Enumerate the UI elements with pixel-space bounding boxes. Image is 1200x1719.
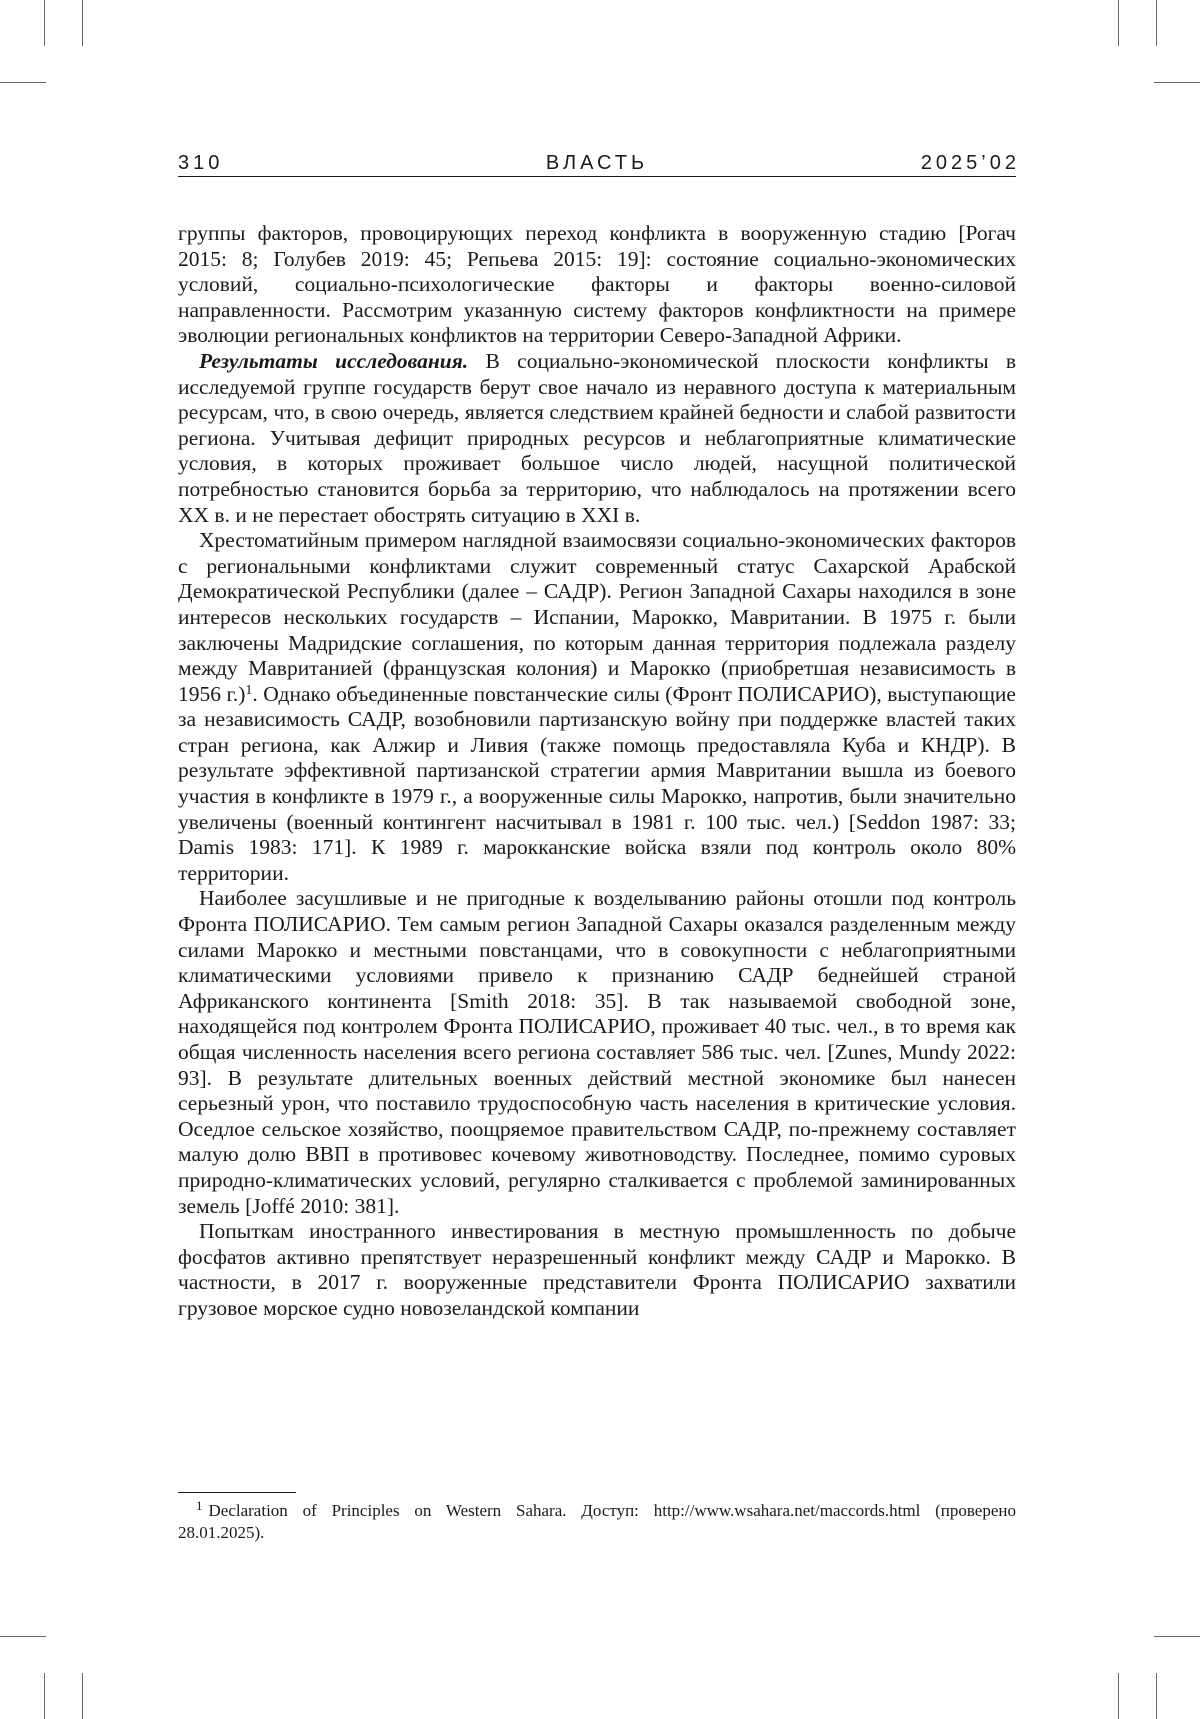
- crop-mark-top-right-vertical-inner: [1118, 0, 1119, 46]
- footnote: [178, 1500, 1016, 1544]
- crop-mark-top-right-vertical: [1156, 0, 1157, 46]
- crop-mark-top-left-horizontal: [0, 82, 46, 83]
- footnote-text: Declaration of Principles on Western Sahara. Доступ: http://www.wsahara.net/maccords.html (проверено 28.01.2025).: [178, 1501, 1016, 1542]
- paragraph-continuation: группы факторов, провоцирующих переход конфликта в вооруженную стадию [Рогач 2015: 8; Голубев 2019: 45; Репьева 2015: 19]: состояние социально-экономических условий, социально-психологические факторы и факторы военно-силовой направленности. Рассмотрим указанную систему факторов конфликтности на примере эволюции региональных конфликтов на территории Северо-Западной Африки.: [178, 221, 1016, 348]
- crop-mark-bottom-right-horizontal: [1154, 1636, 1200, 1637]
- paragraph-polisario-zone: Наиболее засушливые и не пригодные к возделыванию районы отошли под контроль Фронта ПОЛИСАРИО. Тем самым регион Западной Сахары оказался разделенным между силами Марокко и местными повстанцами, что в совокупности с неблагоприятными климатическими условиями привело к признанию САДР беднейшей страной Африканского континента [Smith 2018: 35]. В так называемой свободной зоне, находящейся под контролем Фронта ПОЛИСАРИО, проживает 40 тыс. чел., в то время как общая численность населения всего региона составляет 586 тыс. чел. [Zunes, Mundy 2022: 93]. В результате длительных военных действий местной экономике был нанесен серьезный урон, что поставило трудоспособную часть населения в критические условия. Оседлое сельское хозяйство, поощряемое правительством САДР, по-прежнему составляет малую долю ВВП в противовес кочевому животноводству. Последнее, помимо суровых природно-климатических условий, регулярно сталкивается с проблемой заминированных земель [Joffé 2010: 381].: [178, 886, 1016, 1218]
- page-number: 310: [178, 152, 224, 174]
- footnote-number: 1: [196, 1498, 203, 1513]
- footnote-reference: 1: [245, 682, 253, 698]
- crop-mark-top-left-vertical: [44, 0, 45, 46]
- article-body: [178, 221, 1016, 1322]
- paragraph-sadr-example: [178, 528, 1016, 886]
- crop-mark-bottom-left-horizontal: [0, 1636, 46, 1637]
- journal-title: ВЛАСТЬ: [545, 152, 649, 174]
- sadr-text-after-ref: . Однако объединенные повстанческие силы (Фронт ПОЛИСАРИО), выступающие за независимость САДР, возобновили партизанскую войну при поддержке властей таких стран региона, как Алжир и Ливия (также помощь предоставляла Куба и КНДР). В результате эффективной партизанской стратегии армия Мавритании вышла из боевого участия в конфликте в 1979 г., а вооруженные силы Марокко, напротив, были значительно увеличены (военный контингент насчитывал в 1981 г. 100 тыс. чел.) [Seddon 1987: 33; Damis 1983: 171]. К 1989 г. марокканские войска взяли под контроль около 80% территории.: [178, 681, 1016, 885]
- sadr-text-before-ref: Хрестоматийным примером наглядной взаимосвязи социально-экономических факторов с региональными конфликтами служит современный статус Сахарской Арабской Демократической Республики (далее – САДР). Регион Западной Сахары находился в зоне интересов нескольких государств – Испании, Марокко, Мавритании. В 1975 г. были заключены Мадридские соглашения, по которым данная территория подлежала разделу между Мавританией (французская колония) и Марокко (приобретшая независимость в 1956 г.): [178, 528, 1016, 706]
- results-text: В социально-экономической плоскости конфликты в исследуемой группе государств берут свое начало из неравного доступа к материальным ресурсам, что, в свою очередь, является следствием крайней бедности и слабой развитости региона. Учитывая дефицит природных ресурсов и неблагоприятные климатические условия, в которых проживает большое число людей, насущной политической потребностью становится борьба за территорию, что наблюдалось на протяжении всего XX в. и не перестает обострять ситуацию в XXI в.: [178, 348, 1016, 527]
- footnote-separator: [178, 1492, 296, 1493]
- results-lead-in: Результаты исследования.: [199, 348, 469, 373]
- crop-mark-bottom-right-vertical-inner: [1118, 1673, 1119, 1719]
- paragraph-investment: Попыткам иностранного инвестирования в местную промышленность по добыче фосфатов активно препятствует неразрешенный конфликт между САДР и Марокко. В частности, в 2017 г. вооруженные представители Фронта ПОЛИСАРИО захватили грузовое морское судно новозеландской компании: [178, 1219, 1016, 1320]
- crop-mark-top-left-vertical-inner: [82, 0, 83, 46]
- crop-mark-top-right-horizontal: [1154, 82, 1200, 83]
- crop-mark-bottom-right-vertical: [1156, 1673, 1157, 1719]
- paragraph-results: [178, 349, 1016, 528]
- crop-mark-bottom-left-vertical-inner: [82, 1673, 83, 1719]
- issue-number: 2025’02: [920, 152, 1020, 174]
- crop-mark-bottom-left-vertical: [44, 1673, 45, 1719]
- running-head: [178, 152, 1020, 177]
